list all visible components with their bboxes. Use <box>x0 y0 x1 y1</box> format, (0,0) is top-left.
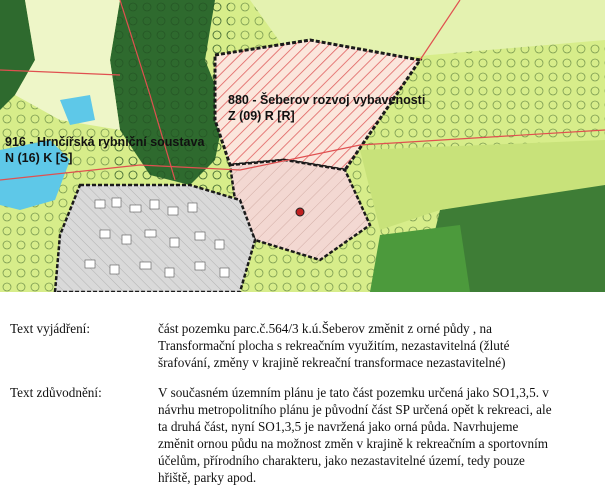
zone-880-label-line2: Z (09) R [R] <box>228 109 295 123</box>
section-vyjadreni-label: Text vyjádření: <box>10 321 91 336</box>
text-line: V současném územním plánu je tato část pozemku určená jako SO1,3,5. v <box>158 385 549 400</box>
section-zduvodneni-text <box>158 384 590 486</box>
text-line: část pozemku parc.č.564/3 k.ú.Šeberov změnit z orné půdy , na <box>158 321 492 336</box>
text-line: hřiště, parky apod. <box>158 470 257 485</box>
text-line: návrhu metropolitního plánu je původní část SP určená opět k rekreaci, ale <box>158 402 552 417</box>
section-vyjadreni-text <box>158 320 590 371</box>
text-line: změnit ornou půdu na možnost změn v krajině k rekreačním a sportovním <box>158 436 549 451</box>
section-zduvodneni-label: Text zdůvodnění: <box>10 385 102 400</box>
zone-916-label-line1: 916 - Hrnčířská rybniční soustava <box>5 135 205 149</box>
text-line: účelům, přírodního charakteru, jako nezastavitelné území, tedy pouze <box>158 453 525 468</box>
text-line: šrafování, změny v krajině rekreační transformace nezastavitelné) <box>158 355 506 370</box>
text-line: ta druhá část, nyní SO1,3,5 je navržená jako orná půda. Navrhujeme <box>158 419 519 434</box>
zone-916-label-line2: N (16) K [S] <box>5 151 73 165</box>
text-line: Transformační plocha s rekreačním využitím, nezastavitelná (žluté <box>158 338 510 353</box>
marker-point <box>296 208 304 216</box>
zone-880-label-line1: 880 - Šeberov rozvoj vybavenosti <box>228 93 426 107</box>
